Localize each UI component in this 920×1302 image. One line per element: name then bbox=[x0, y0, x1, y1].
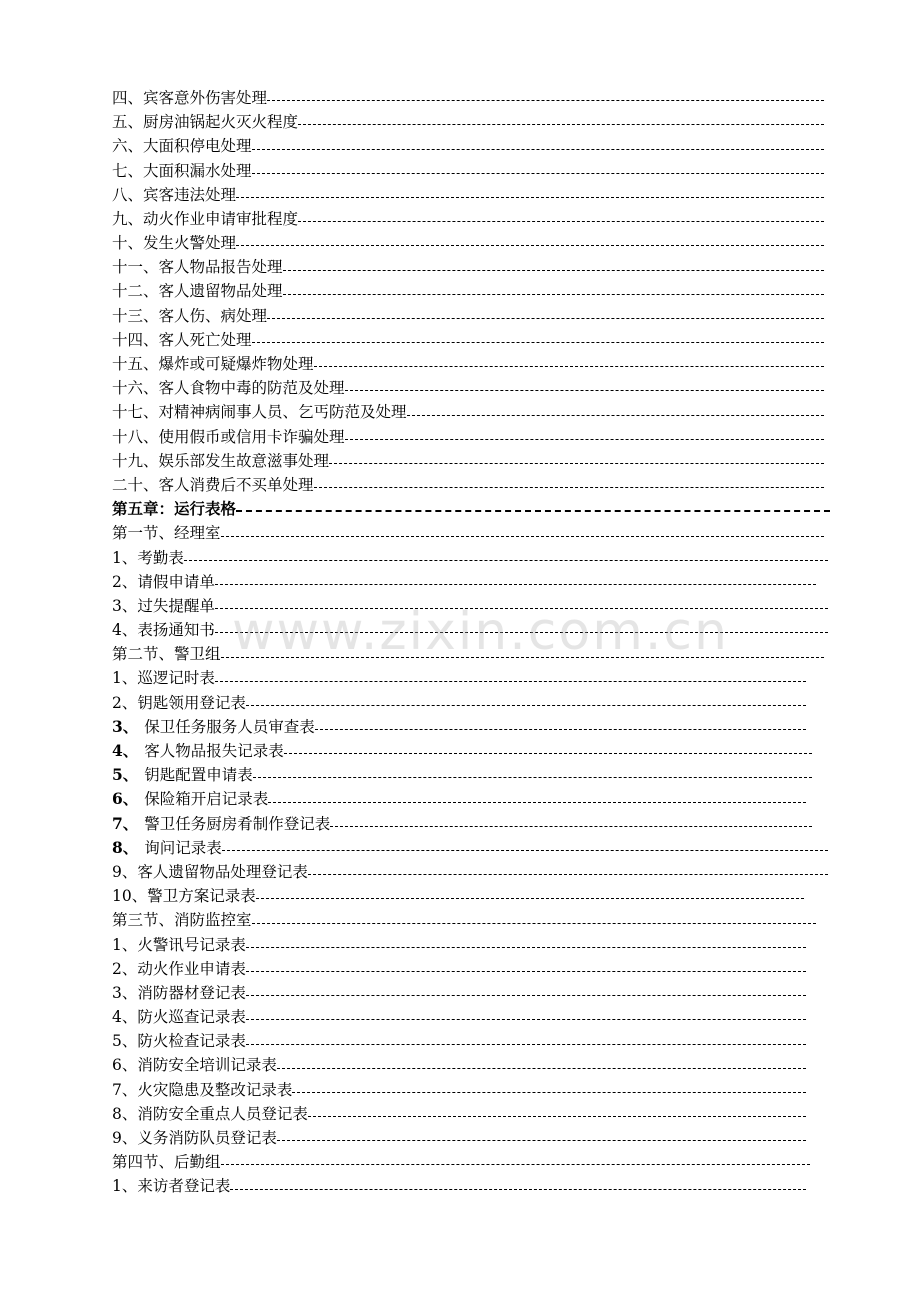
toc-entry[interactable] bbox=[112, 110, 824, 134]
dot-leader bbox=[246, 993, 806, 996]
toc-entry[interactable] bbox=[112, 957, 806, 981]
dot-leader bbox=[221, 534, 824, 537]
toc-entry-title: 7、火灾隐患及整改记录表 bbox=[112, 1080, 293, 1099]
dot-leader bbox=[215, 582, 816, 585]
toc-entry[interactable] bbox=[112, 594, 828, 618]
toc-entry-title: 4、防火巡查记录表 bbox=[112, 1008, 246, 1027]
toc-entry[interactable] bbox=[112, 787, 806, 811]
toc-entry[interactable] bbox=[112, 546, 828, 570]
toc-entry-label bbox=[112, 546, 184, 570]
dot-leader bbox=[267, 98, 824, 101]
toc-entry-title: 十三、客人伤、病处理 bbox=[112, 306, 268, 325]
dot-leader bbox=[268, 800, 806, 803]
dot-leader bbox=[236, 243, 824, 246]
dot-leader bbox=[252, 171, 824, 174]
toc-entry-title: 1、考勤表 bbox=[112, 548, 184, 567]
toc-entry[interactable] bbox=[112, 1102, 806, 1126]
dot-leader bbox=[246, 969, 806, 972]
toc-entry-label bbox=[112, 110, 298, 134]
dot-leader bbox=[298, 122, 824, 125]
dot-leader bbox=[345, 388, 824, 391]
toc-entry[interactable] bbox=[112, 231, 824, 255]
toc-entry[interactable] bbox=[112, 618, 828, 642]
toc-entry[interactable] bbox=[112, 473, 824, 497]
toc-entry-label bbox=[112, 1078, 292, 1102]
toc-entry-number: 6、 bbox=[112, 789, 139, 809]
toc-entry[interactable] bbox=[112, 1078, 806, 1102]
toc-entry-title: 2、动火作业申请表 bbox=[112, 959, 246, 978]
toc-entry[interactable] bbox=[112, 812, 812, 836]
toc-entry-label bbox=[112, 715, 315, 739]
toc-entry-title: 十七、对精神病闹事人员、乞丐防范及处理 bbox=[112, 403, 407, 422]
dot-leader bbox=[215, 606, 828, 609]
toc-entry-number: 3、 bbox=[112, 716, 139, 736]
toc-entry-title: 9、客人遗留物品处理登记表 bbox=[112, 862, 308, 881]
dot-leader bbox=[246, 1017, 806, 1020]
toc-entry[interactable] bbox=[112, 255, 824, 279]
toc-entry-label bbox=[112, 425, 345, 449]
toc-entry-label bbox=[112, 376, 345, 400]
toc-entry-title: 保险箱开启记录表 bbox=[144, 790, 269, 809]
dot-leader bbox=[315, 727, 806, 730]
toc-entry[interactable] bbox=[112, 425, 824, 449]
toc-entry[interactable] bbox=[112, 1126, 806, 1150]
toc-entry[interactable] bbox=[112, 981, 806, 1005]
dot-leader bbox=[252, 921, 816, 924]
dot-leader bbox=[215, 679, 806, 682]
toc-entry-label bbox=[112, 207, 298, 231]
toc-entry-label bbox=[112, 836, 222, 860]
toc-entry-title: 十、发生火警处理 bbox=[112, 234, 237, 253]
dot-leader bbox=[277, 1066, 806, 1069]
toc-entry[interactable] bbox=[112, 280, 824, 304]
toc-entry-number: 8、 bbox=[112, 837, 139, 857]
toc-entry[interactable] bbox=[112, 134, 824, 158]
toc-entry-number: 5、 bbox=[112, 765, 139, 785]
toc-entry-title: 十二、客人遗留物品处理 bbox=[112, 282, 283, 301]
dot-leader bbox=[221, 655, 824, 658]
toc-entry-title: 第一节、经理室 bbox=[112, 524, 221, 543]
toc-entry-title: 十九、娱乐部发生故意滋事处理 bbox=[112, 451, 330, 470]
toc-entry-title: 1、巡逻记时表 bbox=[112, 669, 215, 688]
toc-entry-label bbox=[112, 957, 246, 981]
toc-entry[interactable] bbox=[112, 1174, 806, 1198]
dot-leader bbox=[252, 147, 824, 150]
toc-entry-title: 3、过失提醒单 bbox=[112, 596, 215, 615]
toc-entry[interactable] bbox=[112, 304, 824, 328]
toc-entry[interactable] bbox=[112, 159, 824, 183]
toc-entry[interactable] bbox=[112, 183, 824, 207]
watermark: www.zixin.com.cn bbox=[232, 602, 729, 662]
toc-entry-title: 四、宾客意外伤害处理 bbox=[112, 88, 268, 107]
toc-entry-number: 4、 bbox=[112, 741, 139, 761]
dot-leader bbox=[256, 896, 804, 899]
toc-entry-title: 钥匙配置申请表 bbox=[144, 766, 253, 785]
dot-leader bbox=[308, 1114, 806, 1117]
toc-entry-title: 七、大面积漏水处理 bbox=[112, 161, 252, 180]
toc-entry[interactable] bbox=[112, 739, 812, 763]
toc-entry-title: 二十、客人消费后不买单处理 bbox=[112, 475, 314, 494]
dot-leader bbox=[345, 437, 824, 440]
dot-leader bbox=[215, 630, 828, 633]
toc-entry-label bbox=[112, 159, 252, 183]
toc-entry-title: 第五章：运行表格 bbox=[112, 499, 237, 519]
toc-entry-label bbox=[112, 255, 283, 279]
toc-entry-title: 十五、爆炸或可疑爆炸物处理 bbox=[112, 355, 314, 374]
toc-entry-label bbox=[112, 352, 314, 376]
toc-entry-title: 第二节、警卫组 bbox=[112, 645, 221, 664]
toc-entry-title: 4、表扬通知书 bbox=[112, 621, 215, 640]
toc-entry[interactable] bbox=[112, 400, 824, 424]
toc-entry[interactable] bbox=[112, 497, 830, 521]
dot-leader bbox=[252, 340, 824, 343]
toc-entry-label bbox=[112, 594, 215, 618]
toc-entry[interactable] bbox=[112, 884, 804, 908]
toc-entry-title: 1、火警讯号记录表 bbox=[112, 935, 246, 954]
dot-leader bbox=[314, 485, 824, 488]
toc-entry[interactable] bbox=[112, 908, 816, 932]
toc-entry-title: 十六、客人食物中毒的防范及处理 bbox=[112, 379, 345, 398]
toc-entry-title: 10、警卫方案记录表 bbox=[112, 887, 256, 906]
dot-leader bbox=[308, 872, 828, 875]
toc-entry[interactable] bbox=[112, 352, 824, 376]
dot-leader bbox=[283, 292, 824, 295]
toc-entry-title: 第三节、消防监控室 bbox=[112, 911, 252, 930]
dot-leader bbox=[236, 508, 830, 512]
toc-entry[interactable] bbox=[112, 667, 806, 691]
toc-entry-title: 9、义务消防队员登记表 bbox=[112, 1129, 277, 1148]
dot-leader bbox=[246, 703, 806, 706]
toc-entry-label bbox=[112, 860, 308, 884]
toc-entry-label bbox=[112, 1005, 246, 1029]
toc-entry-label bbox=[112, 86, 267, 110]
dot-leader bbox=[329, 461, 824, 464]
toc-entry[interactable] bbox=[112, 1005, 806, 1029]
toc-entry-title: 2、钥匙领用登记表 bbox=[112, 693, 246, 712]
toc-entry[interactable] bbox=[112, 521, 824, 545]
dot-leader bbox=[246, 1042, 806, 1045]
dot-leader bbox=[330, 824, 812, 827]
toc-entry-title: 1、来访者登记表 bbox=[112, 1177, 231, 1196]
toc-entry-label bbox=[112, 521, 221, 545]
toc-entry-label bbox=[112, 787, 268, 811]
toc-entry-title: 8、消防安全重点人员登记表 bbox=[112, 1104, 308, 1123]
toc-entry-label bbox=[112, 908, 252, 932]
toc-entry-title: 八、宾客违法处理 bbox=[112, 185, 237, 204]
toc-entry-label bbox=[112, 933, 246, 957]
toc-entry-title: 第四节、后勤组 bbox=[112, 1153, 221, 1172]
toc-entry-title: 警卫任务厨房肴制作登记表 bbox=[144, 814, 331, 833]
toc-entry[interactable] bbox=[112, 1029, 806, 1053]
toc-entry-label bbox=[112, 497, 236, 521]
toc-entry-label bbox=[112, 1174, 230, 1198]
toc-entry[interactable] bbox=[112, 1054, 806, 1078]
toc-entry[interactable] bbox=[112, 207, 824, 231]
toc-entry-label bbox=[112, 812, 330, 836]
toc-entry[interactable] bbox=[112, 570, 816, 594]
toc-entry-title: 九、动火作业申请审批程度 bbox=[112, 209, 299, 228]
toc-entry-title: 2、请假申请单 bbox=[112, 572, 215, 591]
toc-entry-title: 十八、使用假币或信用卡诈骗处理 bbox=[112, 427, 345, 446]
dot-leader bbox=[298, 219, 824, 222]
toc-entry-label bbox=[112, 473, 314, 497]
toc-entry-label bbox=[112, 570, 215, 594]
dot-leader bbox=[314, 364, 824, 367]
toc-entry-label bbox=[112, 1126, 277, 1150]
toc-entry[interactable] bbox=[112, 449, 824, 473]
dot-leader bbox=[407, 413, 824, 416]
toc-entry-title: 3、消防器材登记表 bbox=[112, 983, 246, 1002]
toc-entry-title: 5、防火检查记录表 bbox=[112, 1032, 246, 1051]
dot-leader bbox=[284, 751, 812, 754]
toc-entry[interactable] bbox=[112, 1150, 810, 1174]
dot-leader bbox=[184, 558, 828, 561]
toc-entry-title: 十四、客人死亡处理 bbox=[112, 330, 252, 349]
toc-entry[interactable] bbox=[112, 860, 828, 884]
toc-entry-label bbox=[112, 884, 256, 908]
dot-leader bbox=[222, 848, 828, 851]
toc-entry[interactable] bbox=[112, 376, 824, 400]
toc-entry-title: 询问记录表 bbox=[144, 838, 222, 857]
dot-leader bbox=[267, 316, 824, 319]
toc-entry-label bbox=[112, 304, 267, 328]
dot-leader bbox=[277, 1138, 806, 1141]
toc-entry-label bbox=[112, 739, 284, 763]
toc-entry-title: 五、厨房油锅起火灭火程度 bbox=[112, 113, 299, 132]
toc-entry-label bbox=[112, 279, 283, 303]
toc-entry-label bbox=[112, 618, 215, 642]
toc-entry-label bbox=[112, 1102, 308, 1126]
dot-leader bbox=[221, 1162, 810, 1165]
toc-entry-title: 十一、客人物品报告处理 bbox=[112, 258, 283, 277]
toc-entry-title: 六、大面积停电处理 bbox=[112, 137, 252, 156]
toc-entry[interactable] bbox=[112, 642, 824, 666]
toc-entry-number: 7、 bbox=[112, 813, 139, 833]
table-of-contents bbox=[112, 86, 824, 1199]
toc-entry-label bbox=[112, 400, 407, 424]
toc-entry[interactable] bbox=[112, 328, 824, 352]
toc-entry-label bbox=[112, 763, 253, 787]
dot-leader bbox=[283, 268, 824, 271]
toc-entry-label bbox=[112, 1150, 221, 1174]
dot-leader bbox=[292, 1090, 806, 1093]
toc-entry-label bbox=[112, 134, 252, 158]
toc-entry-label bbox=[112, 1053, 277, 1077]
toc-entry-label bbox=[112, 981, 246, 1005]
toc-entry-label bbox=[112, 328, 252, 352]
dot-leader bbox=[230, 1187, 806, 1190]
dot-leader bbox=[246, 945, 806, 948]
toc-entry-label bbox=[112, 642, 221, 666]
toc-entry-label bbox=[112, 1029, 246, 1053]
toc-entry-label bbox=[112, 449, 329, 473]
dot-leader bbox=[253, 775, 812, 778]
toc-entry-label bbox=[112, 666, 215, 690]
toc-entry[interactable] bbox=[112, 836, 828, 860]
toc-entry[interactable] bbox=[112, 691, 806, 715]
toc-entry[interactable] bbox=[112, 763, 812, 787]
toc-entry-title: 6、消防安全培训记录表 bbox=[112, 1056, 277, 1075]
toc-entry-title: 保卫任务服务人员审查表 bbox=[144, 717, 315, 736]
toc-entry-label bbox=[112, 231, 236, 255]
toc-entry-label bbox=[112, 183, 236, 207]
toc-entry[interactable] bbox=[112, 933, 806, 957]
dot-leader bbox=[236, 195, 824, 198]
toc-entry[interactable] bbox=[112, 86, 824, 110]
toc-entry[interactable] bbox=[112, 715, 806, 739]
toc-entry-label bbox=[112, 691, 246, 715]
toc-entry-title: 客人物品报失记录表 bbox=[144, 742, 284, 761]
